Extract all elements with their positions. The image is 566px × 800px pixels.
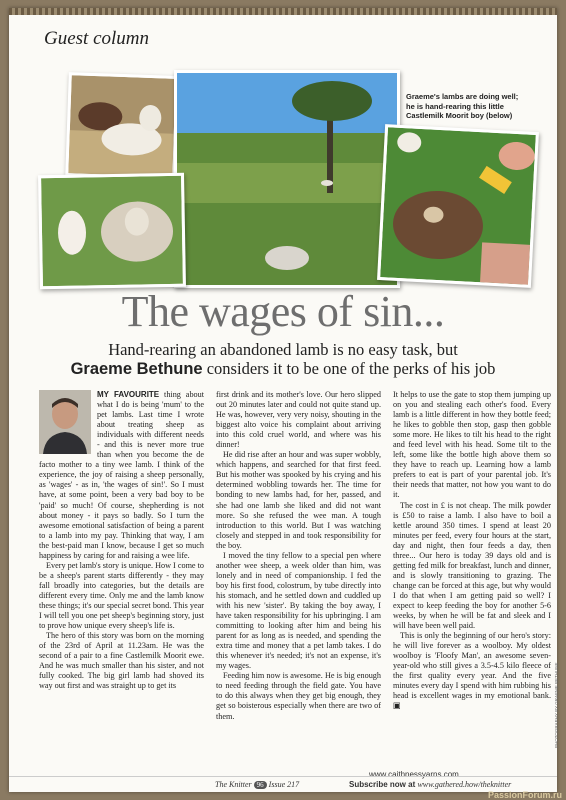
- footer-magazine: The Knitter 96 Issue 217: [215, 780, 300, 789]
- article-column-2: [216, 390, 381, 722]
- photo-caption: Graeme's lambs are doing well; he is hand-rearing this little Castlemilk Moorit boy (below): [406, 92, 519, 120]
- standfirst-line1: Hand-rearing an abandoned lamb is no easy task, but: [108, 340, 458, 359]
- headline: The wages of sin...: [121, 287, 445, 336]
- author-portrait: [39, 390, 91, 454]
- photo-lamb-and-ewe: [38, 173, 186, 290]
- page-number: 96: [254, 781, 267, 789]
- paragraph: The cost in £ is not cheap. The milk powder is £50 to raise a lamb. I also have to boil a kettle around 350 times. I spend at least 20 minutes per feed, every four hours at the start, day and night, then four feeds a day, then three... Our hero is today 39 days old and is getting fed milk for breakfast, lunch and dinner, and is slowly transitioning to grazing. The change can be forced at this age, but why would I do that when I am getting paid so well? I expect to keep feeding the boy for another 5-6 weeks, by when he will be fat and sleek and I will have been well paid.: [393, 500, 551, 631]
- paragraph: first drink and its mother's love. Our hero slipped out 20 minutes later and could not quite stand up. He was, however, very very noisy, shouting in the biggest alto voice his complaint about arriving into this cold cruel world, and where was his dinner!: [216, 390, 381, 450]
- paragraph: The hero of this story was born on the morning of the 23rd of April at 11.23am. He was the second of a pair to a fine Castlemilk Moorit ewe. And he was much smaller than his sister, and not fully cooked. The big girl lamb had shoved its way out first and was straight up to get its: [39, 631, 204, 691]
- subscribe-link[interactable]: www.gathered.how/theknitter: [417, 780, 512, 789]
- paragraph: This is only the beginning of our hero's story: he will live forever as a woolboy. My oldest woolboy is 'Floofy Man', an awesome seven-year-old who still gives a 3.5-4.5 kilo fleece of the first quality every year. And the five minutes every day I spend with him rubbing his head is excellent wages in my emotional bank. ▣: [393, 631, 551, 711]
- paragraph: Feeding him now is awesome. He is big enough to need feeding through the field gate. You have to do this always when they get big enough, they get so boisterous especially when there are two of them.: [216, 671, 381, 721]
- photo-credit: PHOTOGRAPHY BY GRAEME BETHUNE: [554, 662, 559, 748]
- photo-lambs-in-straw: [65, 72, 179, 180]
- magazine-page: [9, 8, 557, 792]
- photo-field-tree: [174, 70, 400, 288]
- footer-subscribe: Subscribe now at www.gathered.how/theknitter: [349, 780, 512, 789]
- article-column-1: [39, 390, 204, 691]
- photo-lamb-bottle-feeding: [377, 124, 539, 288]
- section-label: Guest column: [44, 28, 150, 49]
- paragraph: Every pet lamb's story is unique. How I come to be a sheep's parent starts differently - they may fall broadly into categories, but the details are different every time. Only me and the lamb know these things; it's our special secret bond. This year I will tell you one pet sheep's beginning story, just to prove how unique every sheep's life is.: [39, 560, 204, 631]
- website-link[interactable]: www.caithnessyarns.com: [369, 770, 459, 779]
- issue-number: Issue 217: [268, 780, 300, 789]
- lead-in: MY FAVOURITE: [97, 390, 160, 399]
- article-column-3: [393, 390, 551, 712]
- standfirst: [29, 340, 537, 379]
- stitched-border: [9, 8, 557, 15]
- page-footer: [9, 776, 557, 793]
- author-name: Graeme Bethune: [70, 360, 203, 378]
- paragraph: I moved the tiny fellow to a special pen where another wee sheep, a week older than him, was lonely and in need of companionship. I fed the boy his first food, colostrum, by tube directly into his stomach, and he settled down and cuddled up with his new 'sister'. By taking the boy away, I have taken responsibility for his upbringing. I am committing to looking after him and being his parent for as long as is needed, and spending the extra time and money that a pet lamb takes. I do this whenever it's needed; it's not an expense, it's my wages.: [216, 550, 381, 671]
- standfirst-line2: considers it to be one of the perks of his job: [202, 359, 496, 378]
- paragraph: thing about what I do is being 'mum' to the pet lambs. Last time I wrote about treating sheep as individuals with different needs - and this is never more true than when you become the de facto mother to a tiny wee lamb. I think of the experience, the joy of raising a sheep personally, as 'wages' - as in, 'the wages of sin!'. So I must have, at some point, been a very bad boy to be 'paid' so much! Of course, shepherding is not about money - it pays so badly. So I turn the awesome emotional satisfaction of being a parent to a lamb into my pay. Thinking that way, I am the best-paid man I know, because I get so much happiness by caring for and raising a wee life.: [39, 390, 204, 560]
- watermark: PassionForum.ru: [487, 790, 562, 800]
- paragraph: He did rise after an hour and was super wobbly, which happens, and searched for that first feed. But his mother was spooked by his crying and his determined wobbling towards her. The time for bonding to new lambs had, for her, passed, and she had one lamb she liked and did not want more. So she refused the wee man. A tough introduction to this world. But I was watching closely and stepped in and took responsibility for the boy.: [216, 450, 381, 550]
- end-mark-icon: ▣: [393, 701, 401, 711]
- paragraph: It helps to use the gate to stop them jumping up on you and stealing each other's food. Every lamb is a little different in how they bottle feed; he likes to gobble then stop, gasp then gobble some more. He likes to tilt his head to the right and feed level with his head. Some tilt to the left, some like the bottle high above them so they have to reach up. Learning how a lamb prefers to eat is part of your parental job. It's their needs that matter, not how you want to do it.: [393, 390, 551, 500]
